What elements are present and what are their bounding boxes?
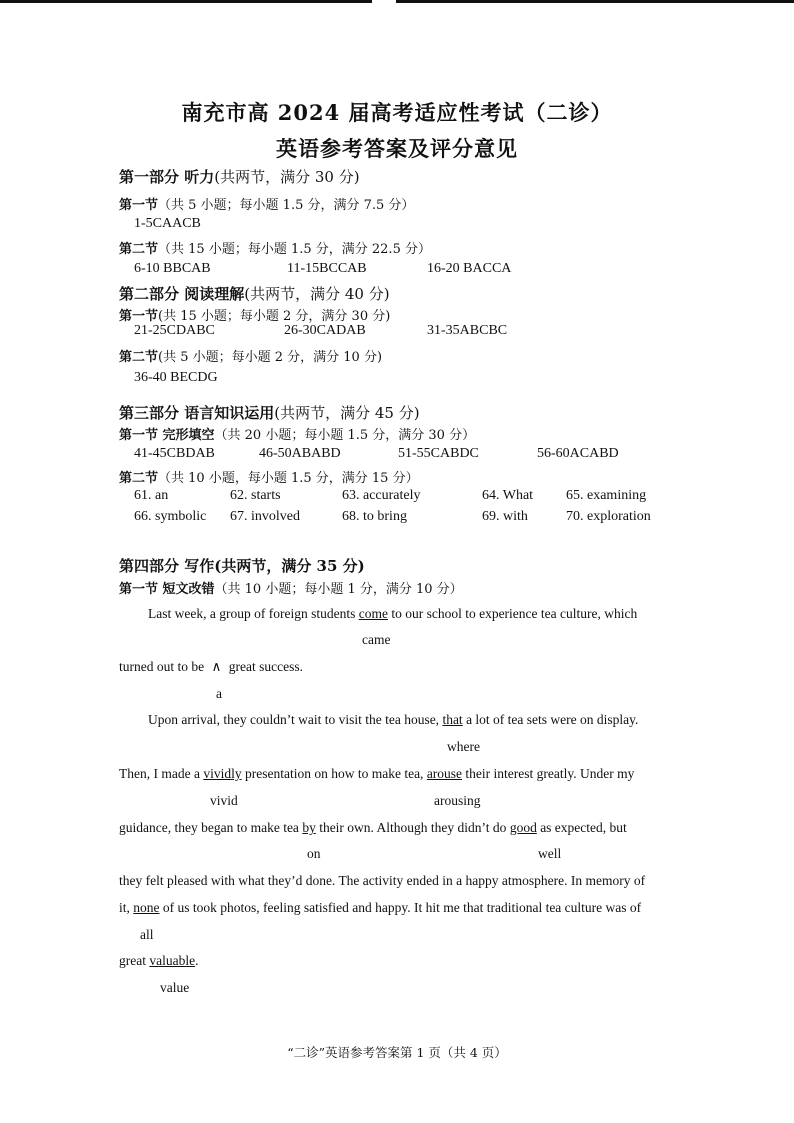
part2-sec2-desc: (共 5 小题；每小题 2 分，满分 10 分) [158, 350, 383, 365]
error-word: arouse [426, 766, 463, 781]
essay-line-2 [119, 659, 303, 675]
essay-line-5 [119, 820, 627, 836]
part3-heading-rest: (共两节，满分 45 分) [274, 404, 420, 422]
part2-sec2-header [119, 346, 382, 365]
correction-2: a [216, 686, 222, 701]
part1-sec2-label: 第二节 [119, 242, 159, 257]
essay-text: it, [119, 900, 134, 915]
essay-line-3 [148, 712, 638, 728]
answer-56-60: 56-60ACABD [537, 446, 619, 461]
answer-70: 70. exploration [566, 509, 651, 524]
part3-sec2-header [119, 467, 419, 486]
part2-sec2-label: 第二节 [119, 350, 159, 365]
error-word: by [302, 820, 316, 835]
essay-text: of us took photos, feeling satisfied and happy. It hit me that traditional tea culture was of [159, 900, 642, 915]
essay-text: great [119, 953, 150, 968]
part2-sec1-header [119, 305, 390, 324]
top-border-left [0, 0, 372, 3]
part4-sec1-label: 第一节 短文改错 [119, 582, 215, 597]
part1-heading [119, 166, 360, 187]
part1-heading-bold: 第一部分 听力 [119, 168, 215, 186]
part2-heading-bold: 第二部分 阅读理解 [119, 285, 245, 303]
top-border-right [396, 0, 794, 3]
answer-64: 64. What [482, 488, 534, 503]
part3-sec1-desc: （共 20 小题；每小题 1.5 分，满分 30 分） [214, 428, 476, 443]
essay-text: their interest greatly. Under my [462, 766, 635, 781]
essay-text: a lot of tea sets were on display. [462, 712, 639, 727]
insert-mark: ∧ [211, 659, 222, 674]
correction-1: came [362, 632, 391, 647]
part3-heading-bold: 第三部分 语言知识运用 [119, 404, 275, 422]
part1-sec1-desc: （共 5 小题；每小题 1.5 分，满分 7.5 分） [158, 198, 415, 213]
essay-line-6: they felt pleased with what they’d done. The activity ended in a happy atmosphere. In memory of [119, 873, 646, 888]
answer-16-20: 16-20 BACCA [427, 261, 512, 276]
correction-3: where [447, 739, 480, 754]
error-word: valuable [149, 953, 196, 968]
answer-51-55: 51-55CABDC [398, 446, 479, 461]
answer-68: 68. to bring [342, 509, 407, 524]
answer-26-30: 26-30CADAB [284, 323, 366, 338]
answer-6-10: 6-10 BBCAB [134, 261, 211, 276]
part3-sec1-label: 第一节 完形填空 [119, 428, 215, 443]
error-word: good [509, 820, 537, 835]
part3-sec2-label: 第二节 [119, 471, 159, 486]
correction-8: value [160, 980, 190, 995]
part2-sec1-desc: (共 15 小题；每小题 2 分，满分 30 分) [158, 309, 391, 324]
essay-line-1 [148, 606, 637, 622]
page-title: 南充市高 2024 届高考适应性考试（二诊） [181, 100, 613, 125]
part2-sec1-label: 第一节 [119, 309, 159, 324]
answer-65: 65. examining [566, 488, 647, 503]
essay-line-7 [119, 900, 641, 916]
correction-7: all [140, 927, 154, 942]
part4-heading: 第四部分 写作(共两节，满分 35 分) [119, 557, 365, 575]
correction-4b: arousing [434, 793, 481, 808]
answer-36-40: 36-40 BECDG [134, 370, 218, 385]
part3-heading [119, 402, 420, 423]
part4-sec1-desc: （共 10 小题；每小题 1 分，满分 10 分） [214, 582, 463, 597]
essay-text: presentation on how to make tea, [241, 766, 427, 781]
error-word: come [358, 606, 388, 621]
answer-46-50: 46-50ABABD [259, 446, 341, 461]
essay-text: Then, I made a [119, 766, 204, 781]
answer-67: 67. involved [230, 509, 300, 524]
part1-sec1-label: 第一节 [119, 198, 159, 213]
essay-line-4 [119, 766, 634, 782]
essay-text: Last week, a group of foreign students [148, 606, 359, 621]
part1-sec2-header [119, 238, 431, 257]
answer-11-15: 11-15BCCAB [287, 261, 367, 276]
page-footer: “二诊”英语参考答案第 1 页（共 4 页） [287, 1045, 507, 1060]
essay-text: to our school to experience tea culture, which [387, 606, 638, 621]
answer-61: 61. an [134, 488, 169, 503]
answer-1-5: 1-5CAACB [134, 216, 201, 231]
correction-5b: well [538, 846, 562, 861]
error-word: none [133, 900, 160, 915]
part1-sec1-header [119, 194, 414, 213]
essay-text: Upon arrival, they couldn’t wait to visit the tea house, [148, 712, 443, 727]
part4-sec1-header [119, 578, 463, 597]
essay-text: guidance, they began to make tea [119, 820, 303, 835]
essay-text: great success. [225, 659, 303, 674]
error-word: that [442, 712, 463, 727]
essay-text: . [195, 953, 199, 968]
part2-heading [119, 283, 390, 304]
essay-text: turned out to be [119, 659, 208, 674]
answer-41-45: 41-45CBDAB [134, 446, 215, 461]
essay-text: as expected, but [536, 820, 627, 835]
answer-62: 62. starts [230, 488, 281, 503]
answer-21-25: 21-25CDABC [134, 323, 215, 338]
part1-sec2-desc: （共 15 小题；每小题 1.5 分，满分 22.5 分） [158, 242, 431, 257]
essay-text: their own. Although they didn’t do [315, 820, 510, 835]
correction-4a: vivid [210, 793, 238, 808]
answer-69: 69. with [482, 509, 528, 524]
part2-heading-rest: (共两节，满分 40 分) [244, 285, 390, 303]
correction-5a: on [307, 846, 321, 861]
part1-heading-rest: (共两节，满分 30 分) [214, 168, 360, 186]
part3-sec1-header [119, 424, 475, 443]
answer-63: 63. accurately [342, 488, 421, 503]
answer-31-35: 31-35ABCBC [427, 323, 508, 338]
answer-66: 66. symbolic [134, 509, 207, 524]
error-word: vividly [203, 766, 242, 781]
essay-line-8 [119, 953, 198, 969]
part3-sec2-desc: （共 10 小题，每小题 1.5 分，满分 15 分） [158, 471, 419, 486]
page-subtitle: 英语参考答案及评分意见 [276, 136, 518, 161]
